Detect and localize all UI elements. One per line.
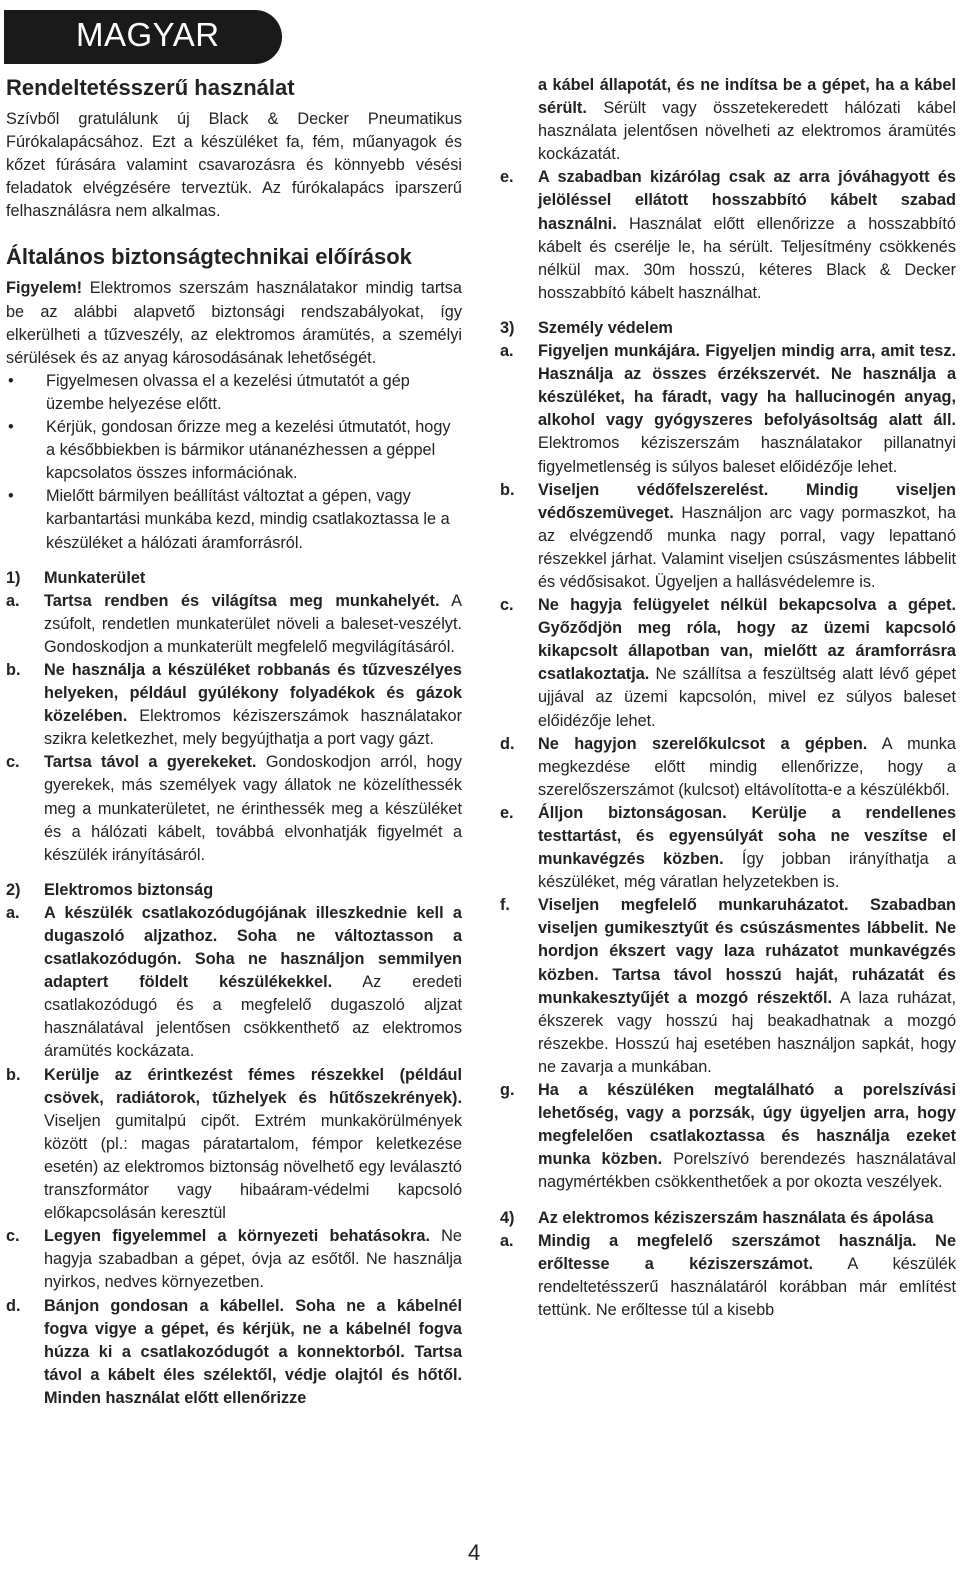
section-heading-electrical-safety: 2) Elektromos biztonság [6, 880, 214, 899]
list-item: c. Ne hagyja felügyelet nélkül bekapcsolva a gépet. Győződjön meg róla, hogy az üzemi kapcsoló kikapcsolt állapotban van, mielőtt az áramforrásra csatlakoztatja. Ne szállítsa a feszültség alatt lévő gépet ujjával az üzemi kapcsolón, mivel ez súlyos baleset előidézője lehet. [500, 596, 956, 730]
bullet-item: • Kérjük, gondosan őrizze meg a kezelési útmutatót, hogy a későbbiekben is bármikor utánanézhessen a géppel kapcsolatos összes információnak. [8, 418, 451, 483]
list-item: b. Viseljen védőfelszerelést. Mindig viseljen védőszemüveget. Használjon arc vagy pormaszkot, ha az elvégzendő munka nagy porral, vagy lepattanó részekkel járhat. Valamint viseljen csúszásmentes lábbelit és védősisakot. Ügyeljen a hallásvédelemre is. [500, 480, 956, 591]
list-item: a. Figyeljen munkájára. Figyeljen mindig arra, amit tesz. Használja az összes érzékszervét. Ne használja a készüléket, ha fáradt, vagy ha hallucinogén anyag, alkohol vagy gyógyszeres befolyásoltság alatt áll. Elektromos kéziszerszám használatakor pillanatnyi figyelmetlenség is súlyos baleset előidézője lehet. [500, 342, 956, 476]
list-item: d. Ne hagyjon szerelőkulcsot a gépben. A munka megkezdése előtt mindig ellenőrizze, hogy a szerelőszerszámot (kulcsot) eltávolította-e a készülékből. [500, 734, 956, 799]
list-item: f. Viseljen megfelelő munkaruházatot. Szabadban viseljen gumikesztyűt és csúszásmentes lábbelit. Ne hordjon ékszert vagy laza ruházatot munkavégzés közben. Tartsa távol hosszú haját, ruházatát és munkakesztyűjét a mozgó részektől. A laza ruházat, ékszerek vagy hosszú haj beakadhatnak a mozgó részekbe. Hosszú haj esetében használjon sapkát, hogy ne zavarja a munkában. [500, 896, 956, 1076]
page-number: 4 [468, 1540, 481, 1565]
list-item: c. Tartsa távol a gyerekeket. Gondoskodjon arról, hogy gyerekek, más személyek vagy állatok ne közelíthessék meg a munkaterületet, ne érinthessék meg a készüléket és a hálózati kábelt, továbbá elvonhatják figyelmét a készülék irányításáról. [6, 753, 462, 864]
list-item: a. Mindig a megfelelő szerszámot használja. Ne erőltesse a kéziszerszámot. A készülék rendeltetésszerű használatáról korábban már említést tettünk. Ne erőltesse túl a kisebb [500, 1231, 956, 1319]
section-title-safety: Általános biztonságtechnikai előírások [6, 244, 412, 270]
bullet-item: • Figyelmesen olvassa el a kezelési útmutatót a gép üzembe helyezése előtt. [8, 371, 410, 413]
left-column [6, 74, 462, 1410]
section-title-intended-use: Rendeltetésszerű használat [6, 75, 295, 100]
list-item-continued: a kábel állapotát, és ne indítsa be a gépet, ha a kábel sérült. Sérült vagy összetekeredett hálózati kábel használata jelentősen növelheti az elektromos áramütés kockázatát. [538, 76, 956, 164]
section-heading-tool-use: 4) Az elektromos kéziszerszám használata és ápolása [500, 1208, 934, 1227]
list-item: c. Legyen figyelemmel a környezeti behatásokra. Ne hagyja szabadban a gépet, óvja az esőtől. Ne használja nyirkos, nedves környezetben. [6, 1227, 462, 1292]
section-heading-personal-safety: 3) Személy védelem [500, 318, 673, 337]
list-item: b. Kerülje az érintkezést fémes részekkel (például csövek, radiátorok, tűzhelyek és hűtőszekrények). Viseljen gumitalpú cipőt. Extrém munkakörülmények között (pl.: magas páratartalom, fémpor keletkezése esetén) az elektromos biztonság növelhető egy leválasztó transzformátor vagy hibaáram-védelmi kapcsoló előkapcsolásán keresztül [6, 1065, 462, 1223]
list-item: a. Tartsa rendben és világítsa meg munkahelyét. A zsúfolt, rendetlen munkaterület növeli a baleset-veszélyt. Gondoskodjon a munkaterült megfelelő megvilágításáról. [6, 591, 463, 656]
list-item: e. A szabadban kizárólag csak az arra jóváhagyott és jelöléssel ellátott hosszabbító kábelt szabad használni. Használat előtt ellenőrizze a hosszabbító kábelt és cserélje le, ha sérült. Teljesítmény csökkenés nélkül max. 30m hosszú, kéteres Black & Decker hosszabbító kábelt használhat. [500, 168, 956, 302]
language-label: MAGYAR [76, 16, 220, 53]
right-column [500, 74, 956, 1322]
list-item: e. Álljon biztonságosan. Kerülje a rendellenes testtartást, és egyensúlyát soha ne veszítse el munkavégzés közben. Így jobban irányíthatja a készüléket, még váratlan helyzetekben is. [500, 803, 956, 892]
warning-label: Figyelem! [6, 279, 83, 298]
list-item: b. Ne használja a készüléket robbanás és tűzveszélyes helyeken, például gyúlékony folyadékok és gázok közelében. Elektromos kéziszerszámok használatakor szikra keletkezhet, mely begyújthatja a port vagy gázt. [6, 660, 462, 749]
list-item: d. Bánjon gondosan a kábellel. Soha ne a kábelnél fogva vigye a gépet, és kérjük, ne a kábelnél fogva húzza ki a csatlakozódugót a konnektorból. Tartsa távol a kábelt éles szélektől, védje olajtól és hőtől. Minden használat előtt ellenőrizze [6, 1296, 462, 1407]
intro-paragraph: Szívből gratulálunk új Black & Decker Pneumatikus Fúrókalapácsához. Ezt a készüléket fa, fém, műanyagok és kőzet fúrására valamint csavarozásra és könnyebb vésési feladatok elvégzésére terveztük. Az fúrókalapács iparszerű felhasználásra nem alkalmas. [6, 110, 462, 221]
warning-paragraph: Figyelem! Elektromos szerszám használatakor mindig tartsa be az alábbi alapvető biztonsági rendszabályokat, így elkerülheti a tűzveszély, az elektromos áramütés, a személyi sérülések és az anyag károsodásának lehetőségét. [6, 279, 462, 367]
list-item: a. A készülék csatlakozódugójának illeszkednie kell a dugaszoló aljzathoz. Soha ne változtasson a csatlakozódugón. Soha ne használjon semmilyen adaptert földelt készülékekkel. Az eredeti csatlakozódugó és a megfelelő dugaszoló aljzat használatával jelentősen csökkenthető az elektromos áramütés kockázata. [6, 903, 462, 1061]
bullet-item: • Mielőtt bármilyen beállítást változtat a gépen, vagy karbantartási munkába kezd, mindig csatlakoztassa le a készüléket a hálózati áramforrásról. [8, 487, 450, 552]
section-heading-work-area: 1) Munkaterület [6, 568, 146, 587]
language-tab [4, 10, 282, 64]
list-item: g. Ha a készüléken megtalálható a porelszívási lehetőség, vagy a porzsák, úgy ügyeljen arra, hogy megfelelően csatlakoztassa és használja ezeket munka közben. Porelszívó berendezés használatával nagymértékben csökkenthetőek a por okozta veszélyek. [500, 1081, 956, 1192]
